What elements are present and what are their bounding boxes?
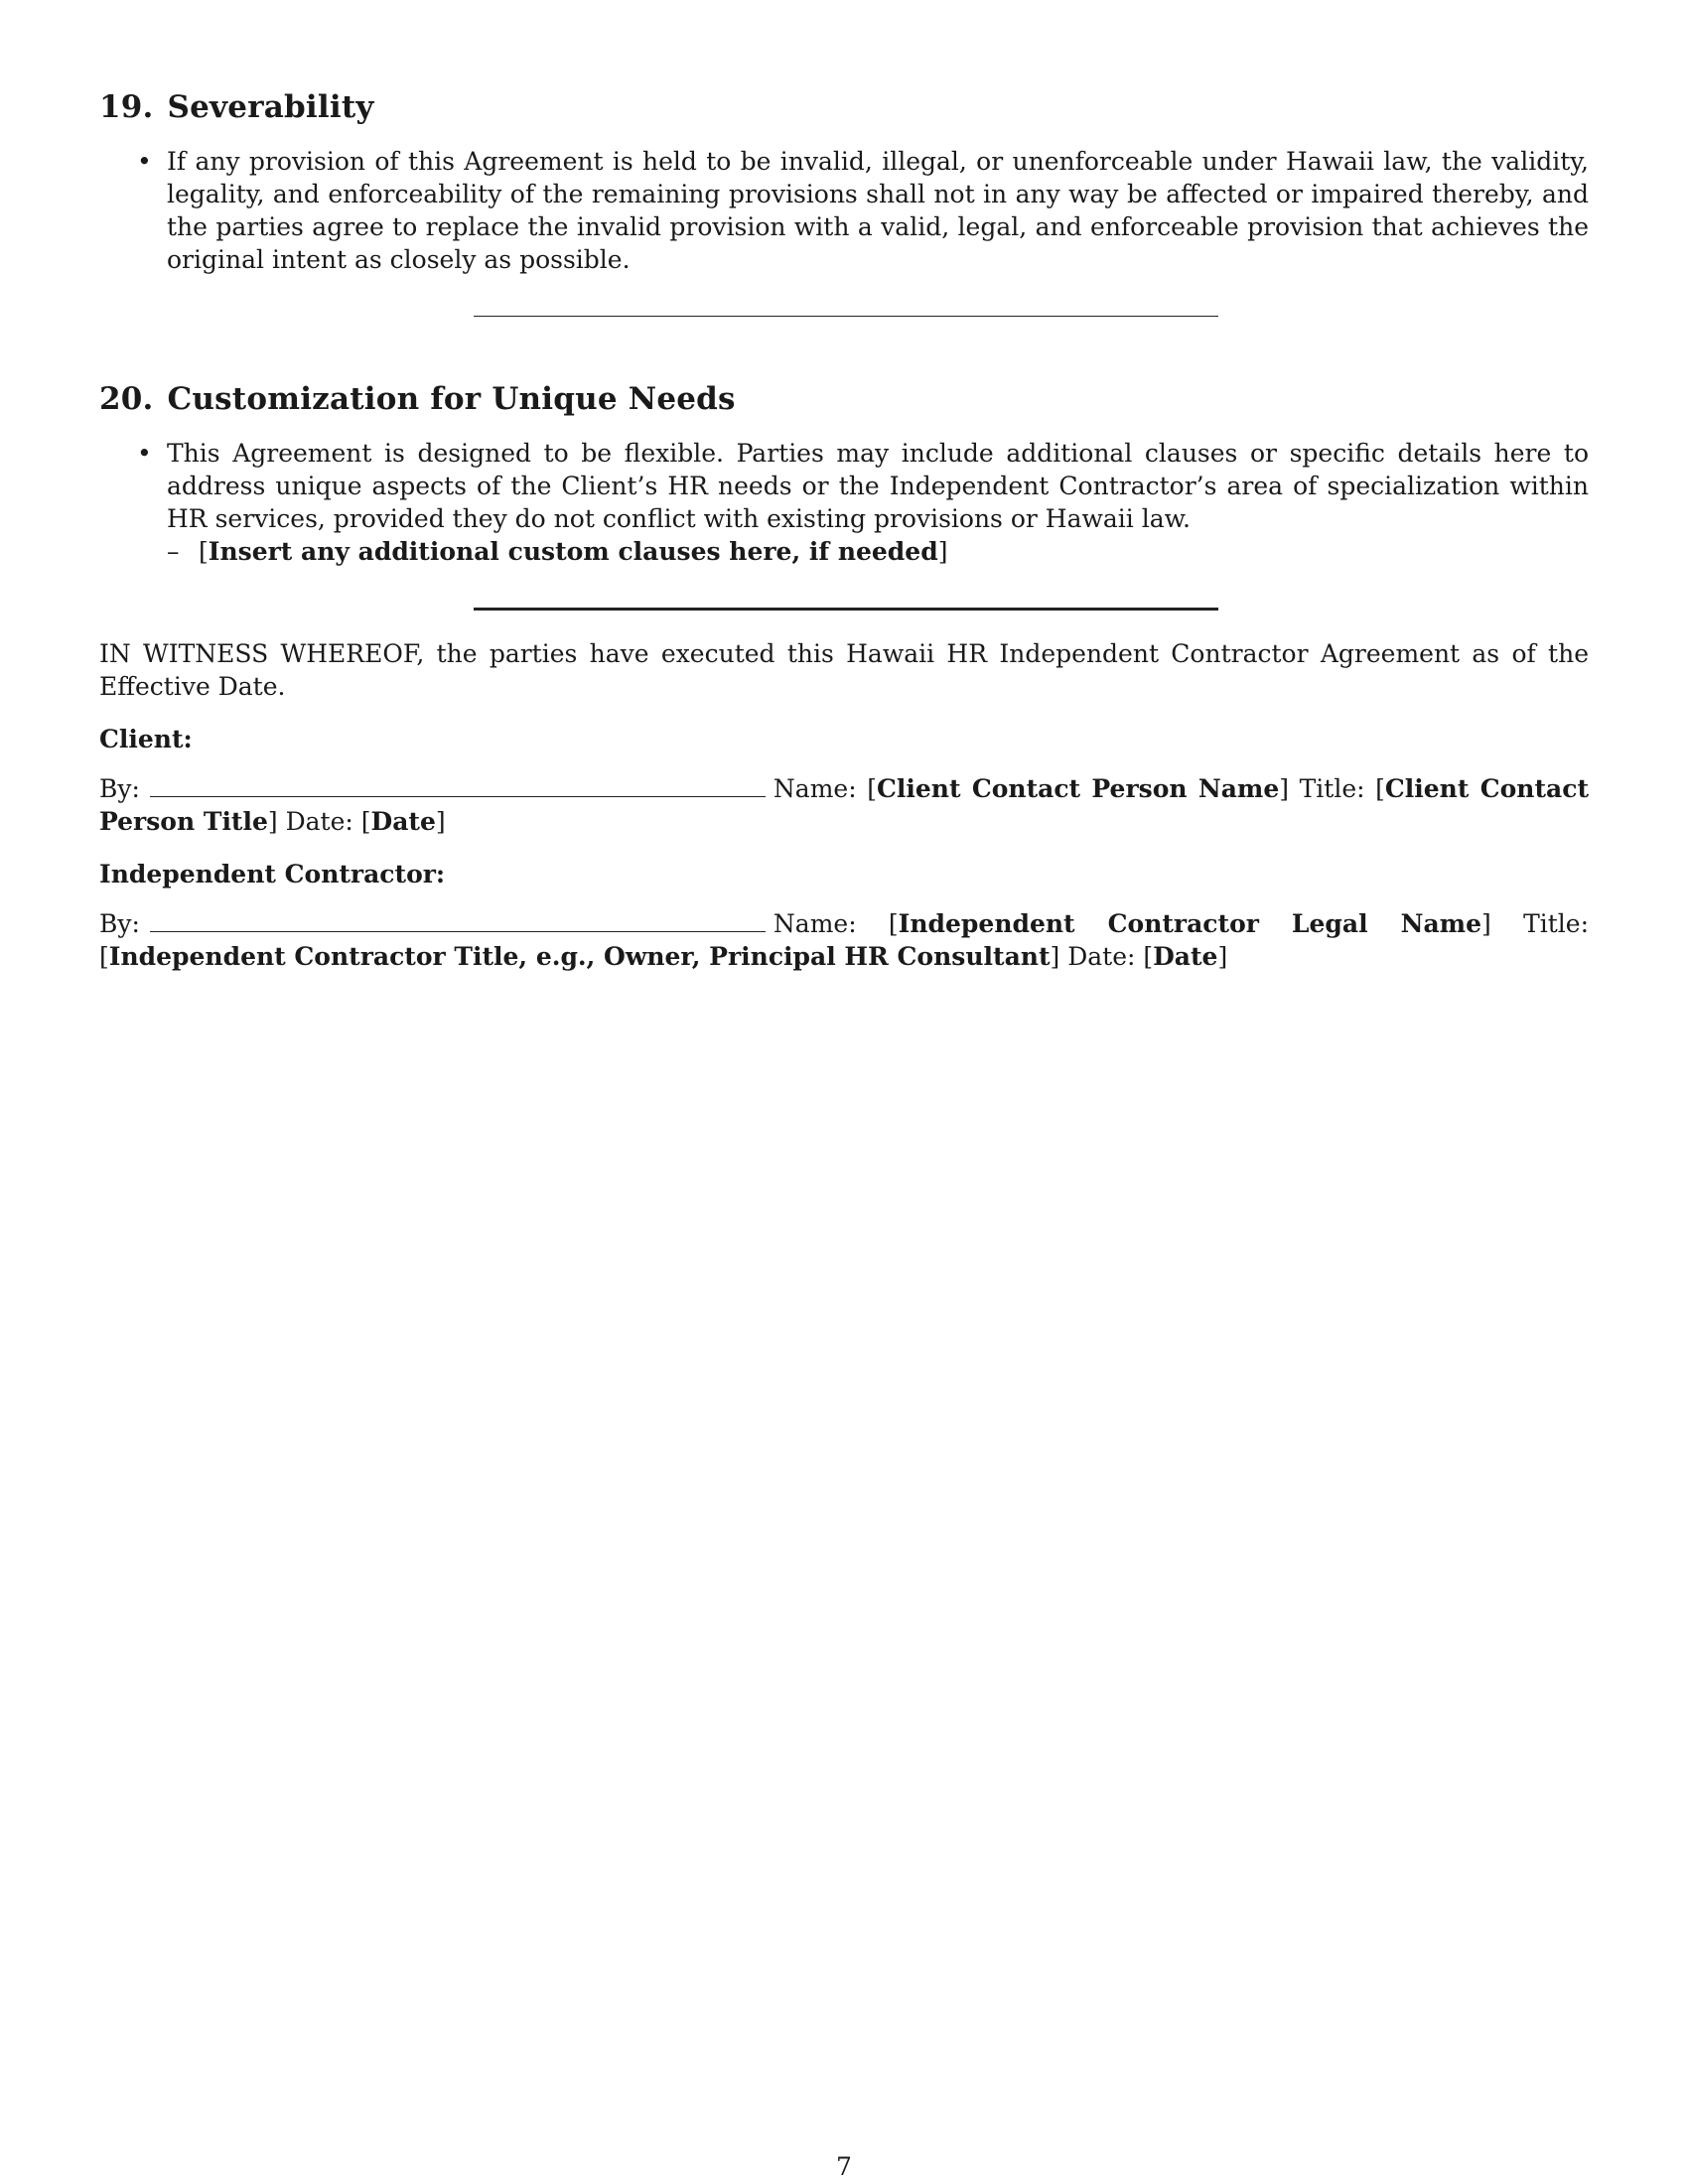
document-page [99,89,1589,973]
contractor-label: Independent Contractor: [99,860,446,888]
section-20-list [99,437,1589,568]
list-item [99,437,1589,568]
by-label: By: [99,774,140,803]
contractor-name-value: Independent Contractor Legal Name [898,909,1482,938]
section-20-heading [99,381,1589,417]
client-label: Client: [99,725,193,753]
contractor-date-value: Date [1153,942,1218,971]
sub-list-item: – [Insert any additional custom clauses here, if needed] [167,537,948,566]
client-signature-block: By: Name: [Client Contact Person Name] Title: [Client Contact Person Title] Date: [Date] [99,774,1589,836]
by-label: By: [99,909,140,938]
section-number: 19. [99,89,154,125]
witness-statement: IN WITNESS WHEREOF, the parties have executed this Hawaii HR Independent Contractor Agreement as of the Effective Date. [99,639,1589,701]
section-19-list [99,145,1589,276]
bullet-text: This Agreement is designed to be flexible. Parties may include additional clauses or specific details here to address unique aspects of the Client’s HR needs or the Independent Contractor’s area of specialization within HR services, provided they do not conflict with existing provisions or Hawaii law. [167,439,1589,533]
section-19-heading [99,89,1589,125]
custom-clause-placeholder: Insert any additional custom clauses here, if needed [208,537,938,566]
client-date-value: Date [370,807,436,836]
title-label: Title: [1523,909,1589,938]
client-name-value: Client Contact Person Name [876,774,1280,803]
date-label: Date: [285,807,353,836]
date-label: Date: [1067,942,1136,971]
client-signature-line[interactable] [150,774,766,797]
section-number: 20. [99,381,154,417]
section-title: Severability [167,89,374,125]
list-item [99,145,1589,276]
divider [474,316,1218,317]
contractor-title-value: Independent Contractor Title, e.g., Owner, Principal HR Consultant [108,942,1051,971]
divider [474,608,1218,611]
bullet-text: If any provision of this Agreement is held to be invalid, illegal, or unenforceable under Hawaii law, the validity, legality, and enforceability of the remaining provisions shall not in any way be affected or impaired thereby, and the parties agree to replace the invalid provision with a valid, legal, and enforceable provision that achieves the original intent as closely as possible. [167,147,1589,274]
client-title-value: Client Contact Person Title [99,774,1589,836]
name-label: Name: [773,909,857,938]
dash-marker: – [167,537,180,566]
name-label: Name: [773,774,857,803]
title-label: Title: [1299,774,1365,803]
section-title: Customization for Unique Needs [167,381,736,417]
contractor-signature-line[interactable] [150,909,766,932]
contractor-signature-block: By: Name: [Independent Contractor Legal Name] Title: [Independent Contractor Title, e.g., Owner, Principal HR Consultant] Date: [Date] [99,909,1589,971]
page-number: 7 [836,2152,852,2181]
